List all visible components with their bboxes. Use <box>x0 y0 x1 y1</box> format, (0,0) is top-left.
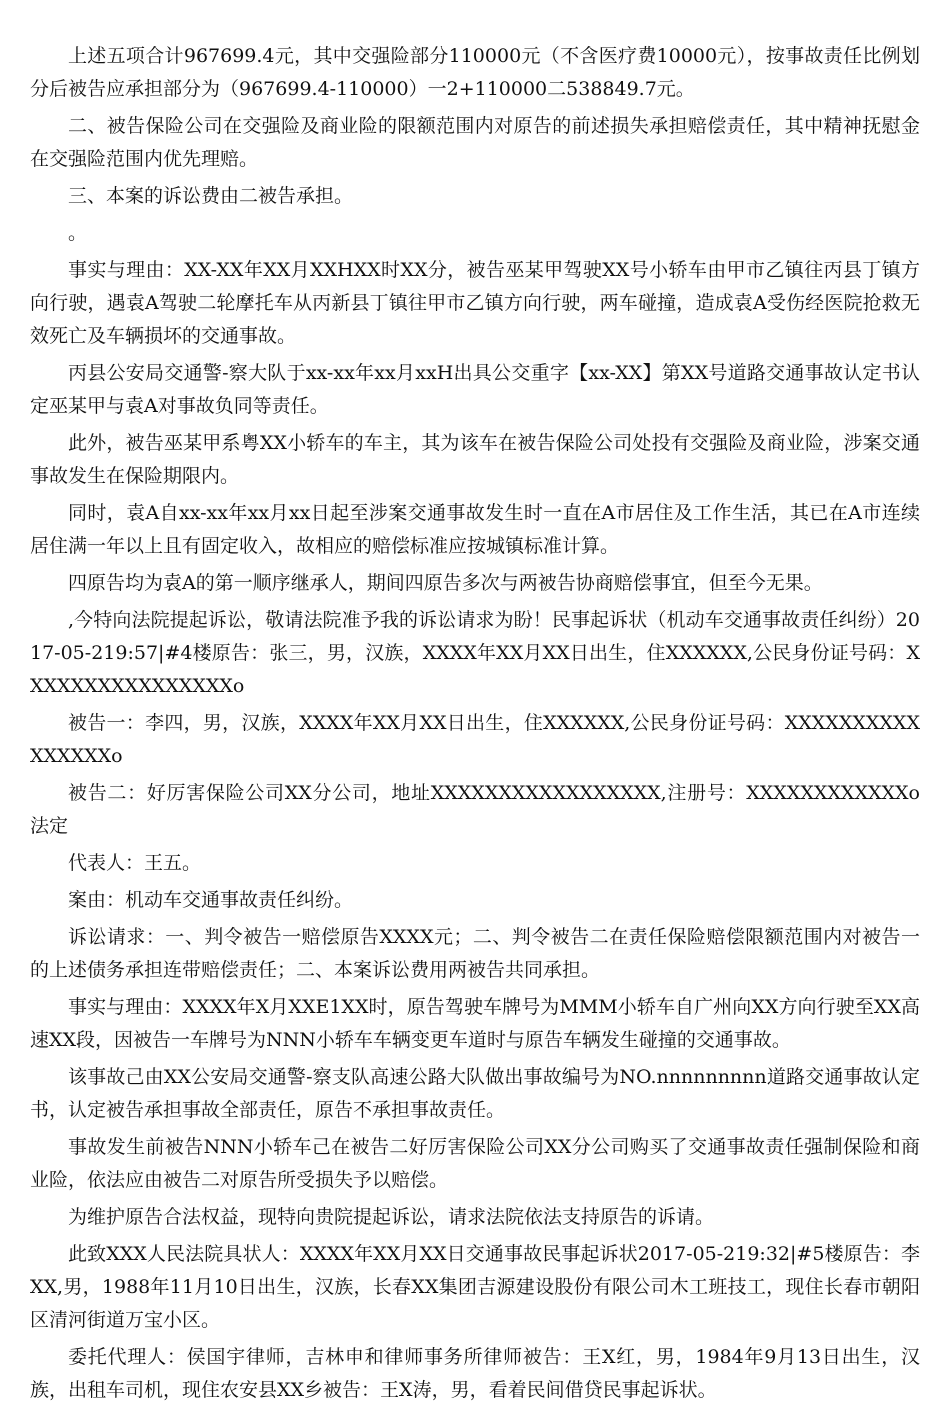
paragraph-heirs: 四原告均为袁A的第一顺序继承人，期间四原告多次与两被告协商赔偿事宜，但至今无果。 <box>68 572 823 594</box>
paragraph-complaint-4: ,今特向法院提起诉讼，敬请法院准予我的诉讼请求为盼！民事起诉状（机动车交通事故责任纠纷）2017-05-219:57|#4楼原告：张三，男，汉族，XXXX年XX月XX日出生，住XXXXXX,公民身份证号码：XXXXXXXXXXXXXXXXo <box>30 609 920 697</box>
paragraph-facts: 事实与理由：XX-XX年XX月XXHXX时XX分，被告巫某甲驾驶XX号小轿车由甲市乙镇往丙县丁镇方向行驶，遇袁A驾驶二轮摩托车从丙新县丁镇往甲市乙镇方向行驶，两车碰撞，造成袁A受伤经医院抢救无效死亡及车辆损坏的交通事故。 <box>30 259 920 347</box>
paragraph-stray-mark: 。 <box>68 222 88 244</box>
paragraph-legal-rep: 代表人：王五。 <box>68 852 202 874</box>
paragraph-agent: 委托代理人：侯国宇律师，吉林申和律师事务所律师被告：王X红，男，1984年9月13日出生，汉族，出租车司机，现住农安县XX乡被告：王X涛，男，看着民间借贷民事起诉状。 <box>30 1346 920 1401</box>
paragraph-total-amount: 上述五项合计967699.4元，其中交强险部分110000元（不含医疗费10000元），按事故责任比例划分后被告应承担部分为（967699.4-110000）一2+110000二538849.7元。 <box>30 45 920 100</box>
paragraph-defendant-1: 被告一：李四，男，汉族，XXXX年XX月XX日出生，住XXXXXX,公民身份证号码：XXXXXXXXXXXXXXXXo <box>30 712 920 767</box>
paragraph-claim-litigation-fee: 三、本案的诉讼费由二被告承担。 <box>68 185 354 207</box>
paragraph-defendant-2: 被告二：好厉害保险公司XX分公司，地址XXXXXXXXXXXXXXXXX,注册号：XXXXXXXXXXXXo法定 <box>30 782 920 837</box>
paragraph-residence: 同时，袁A自xx-xx年xx月xx日起至涉案交通事故发生时一直在A市居住及工作生活，其已在A市连续居住满一年以上且有固定收入，故相应的赔偿标准应按城镇标准计算。 <box>30 502 920 557</box>
paragraph-claim-insurance: 二、被告保险公司在交强险及商业险的限额范围内对原告的前述损失承担赔偿责任，其中精神抚慰金在交强险范围内优先理赔。 <box>30 115 920 170</box>
document-page <box>30 40 920 1411</box>
paragraph-vehicle-owner: 此外，被告巫某甲系粤XX小轿车的车主，其为该车在被告保险公司处投有交强险及商业险，涉案交通事故发生在保险期限内。 <box>30 432 920 487</box>
paragraph-accident-finding: 该事故己由XX公安局交通警-察支队高速公路大队做出事故编号为NO.nnnnnnnnn道路交通事故认定书，认定被告承担事故全部责任，原告不承担事故责任。 <box>30 1066 920 1121</box>
paragraph-cause: 案由：机动车交通事故责任纠纷。 <box>68 889 354 911</box>
paragraph-insurance-purchase: 事故发生前被告NNN小轿车己在被告二好厉害保险公司XX分公司购买了交通事故责任强制保险和商业险，依法应由被告二对原告所受损失予以赔偿。 <box>30 1136 920 1191</box>
paragraph-police-finding: 丙县公安局交通警-察大队于xx-xx年xx月xxH出具公交重字【xx-XX】第XX号道路交通事故认定书认定巫某甲与袁A对事故负同等责任。 <box>30 362 920 417</box>
paragraph-facts-2: 事实与理由：XXXX年X月XXE1XX时，原告驾驶车牌号为MMM小轿车自广州向XX方向行驶至XX高速XX段，因被告一车牌号为NNN小轿车车辆变更车道时与原告车辆发生碰撞的交通事故。 <box>30 996 920 1051</box>
paragraph-complaint-5: 此致XXX人民法院具状人：XXXX年XX月XX日交通事故民事起诉状2017-05-219:32|#5楼原告：李XX,男，1988年11月10日出生，汉族，长春XX集团吉源建设股份有限公司木工班技工，现住长春市朝阳区清河街道万宝小区。 <box>30 1243 920 1331</box>
paragraph-claims: 诉讼请求：一、判令被告一赔偿原告XXXX元；二、判令被告二在责任保险赔偿限额范围内对被告一的上述债务承担连带赔偿责任；二、本案诉讼费用两被告共同承担。 <box>30 926 920 981</box>
paragraph-request: 为维护原告合法权益，现特向贵院提起诉讼，请求法院依法支持原告的诉请。 <box>68 1206 715 1228</box>
